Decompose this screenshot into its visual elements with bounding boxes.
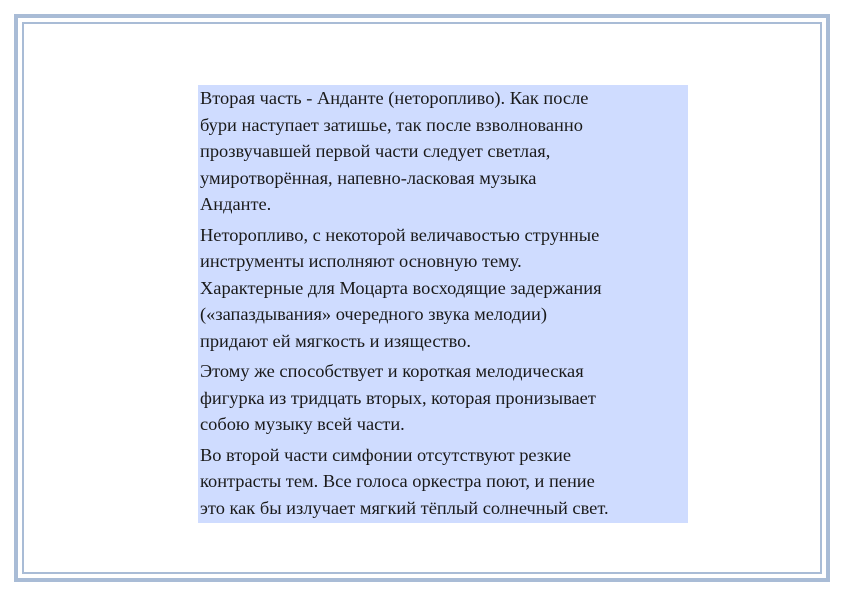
paragraph-andante-intro: Вторая часть - Анданте (неторопливо). Как после бури наступает затишье, так после взволнованно прозвучавшей первой части следует светлая, умиротворённая, напевно-ласковая музыка Анданте. <box>200 88 589 214</box>
paragraph-orchestra-voices: Во второй части симфонии отсутствуют резкие контрасты тем. Все голоса оркестра поют, и пение это как бы излучает мягкий тёплый солнечный свет. <box>200 444 609 518</box>
paragraph-main-theme: Неторопливо, с некоторой величавостью струнные инструменты исполняют основную тему. Характерные для Моцарта восходящие задержания («запаздывания» очередного звука мелодии) придают ей мягкость и изящество. <box>200 224 602 351</box>
text-block <box>198 85 688 523</box>
paragraph-melodic-figure: Этому же способствует и короткая мелодическая фигурка из тридцать вторых, которая пронизывает собою музыку всей части. <box>200 361 596 434</box>
